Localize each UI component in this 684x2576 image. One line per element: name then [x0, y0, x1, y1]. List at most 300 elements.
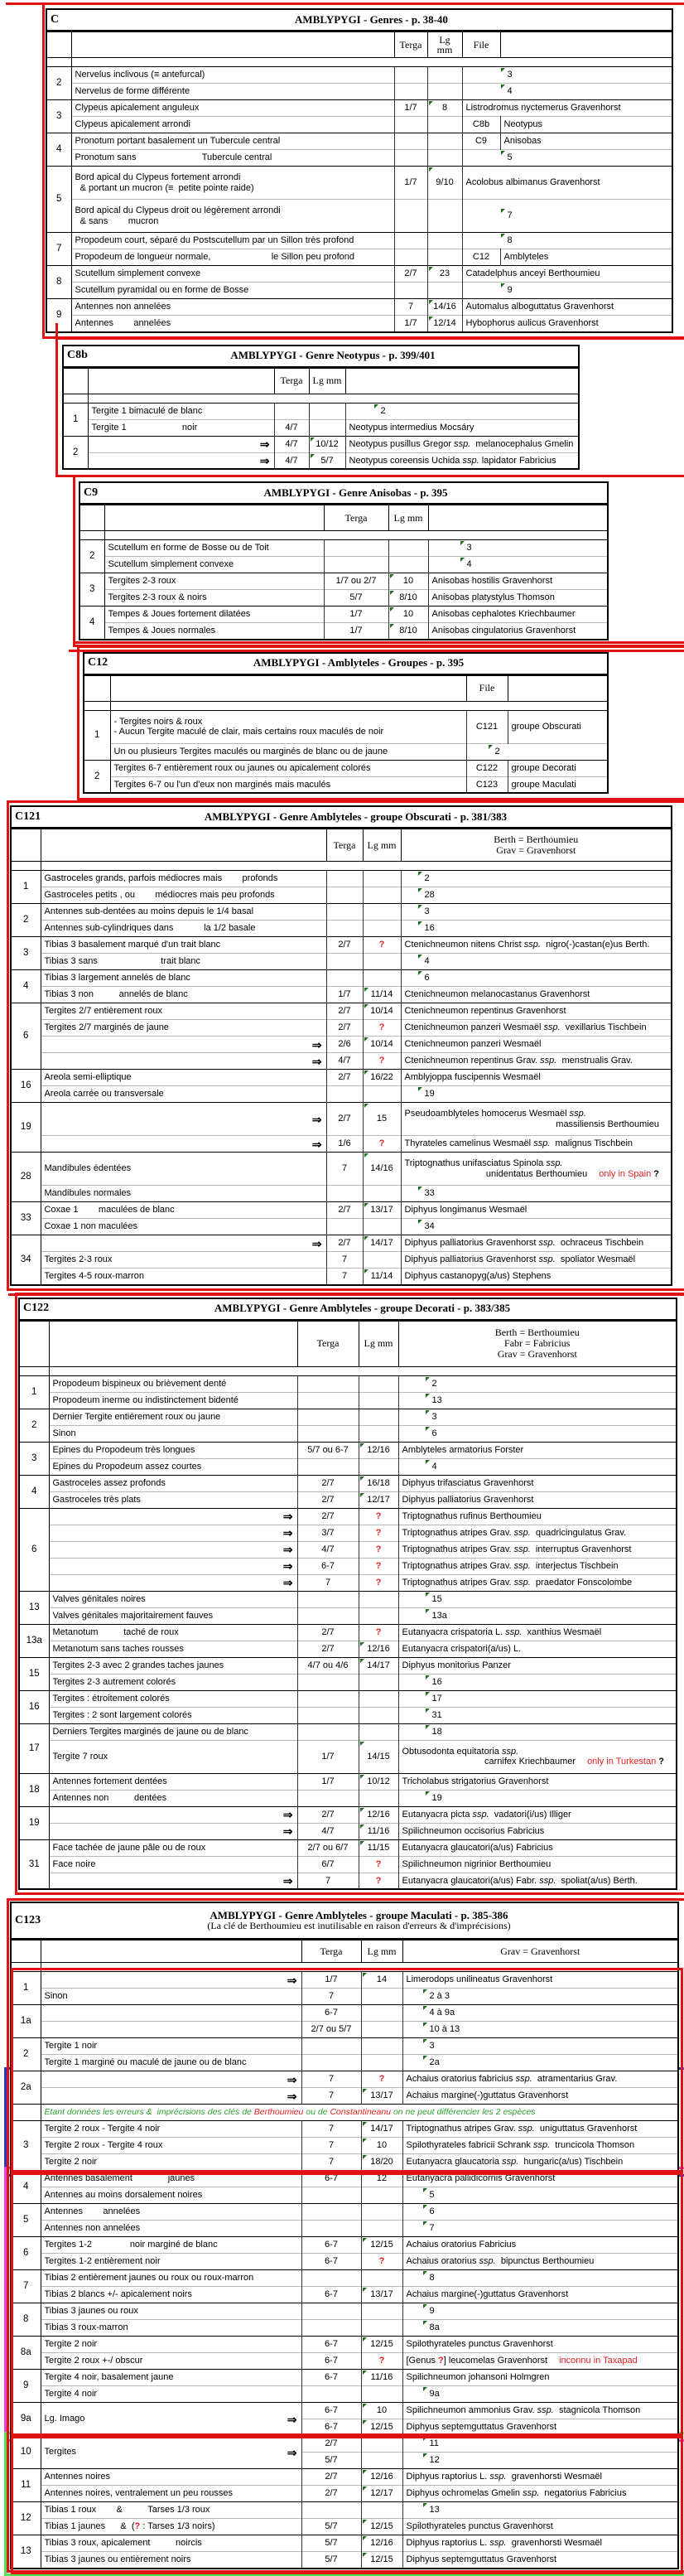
- result-cell: [401, 887, 672, 904]
- criterion-cell: Valves génitales noires: [52, 1593, 146, 1604]
- terga-cell: [394, 117, 427, 133]
- result-cell: [428, 557, 608, 573]
- criterion-cell: Propodeum bispineux ou brièvement denté: [52, 1378, 227, 1389]
- file-ref-cell: C8b: [462, 117, 500, 133]
- result-cell: [508, 710, 608, 743]
- species-name: Eutanyacra crispatori(a/us) L.: [402, 1643, 522, 1654]
- key-line: [46, 266, 672, 283]
- length-cell: 10/14: [363, 1037, 401, 1053]
- legend: Berth = Berthoumieu Fabr = Fabricius Grav = Gravenhorst: [398, 1320, 677, 1366]
- species-name: Acolobus albimanus Gravenhorst: [465, 177, 600, 188]
- length-cell: 13/17: [361, 2088, 402, 2105]
- key-line: [19, 1491, 677, 1508]
- criterion-cell: [41, 1103, 326, 1136]
- goto-ref: 4 à 9a: [430, 2008, 455, 2018]
- key-line: [11, 1053, 672, 1070]
- key-line: [11, 921, 672, 937]
- key-line: [79, 590, 608, 607]
- note-marker-icon: [423, 2271, 427, 2275]
- terga-cell: 2/6: [326, 1037, 363, 1053]
- species-name: Neotypus pusillus Gregor ssp. melanocephalus Gmelin: [349, 438, 574, 449]
- key-line: [79, 540, 608, 557]
- key-line: [11, 2370, 678, 2386]
- criterion-cell: Antennes sub-dentées au moins depuis le 1/4 basal: [44, 906, 254, 917]
- note-marker-icon: [364, 1236, 368, 1240]
- key-line: [11, 2254, 678, 2270]
- result-cell: [401, 1136, 672, 1153]
- result-cell: [401, 1037, 672, 1053]
- criterion-cell: Bord apical du Clypeus fortement arrondi & portant un mucron (≡ petite pointe raide): [75, 172, 254, 193]
- note-marker-icon: [429, 267, 433, 271]
- result-cell: [500, 249, 672, 266]
- key-number: 11: [11, 2469, 41, 2502]
- key-line: [63, 403, 579, 419]
- result-cell: [398, 1392, 677, 1409]
- criterion-cell: Propodeum de longueur normale, le Sillon peu profond: [75, 252, 355, 263]
- criterion-cell: Dernier Tergite entièrement roux ou jaune: [52, 1411, 221, 1422]
- terga-cell: [394, 67, 427, 84]
- criterion-cell: Tergites 2/7 marginés de jaune: [44, 1022, 169, 1033]
- table-subtitle: (La clé de Berthoumieu est inutilisable en raison d'erreurs & d'imprécisions): [207, 1920, 511, 1931]
- species-name: Eutanyacra glaucatori(a/us) Fabr. ssp. spoliat(a/us) Berth.: [402, 1875, 638, 1886]
- terga-cell: [394, 150, 427, 167]
- terga-cell: [301, 2386, 361, 2403]
- key-line: [19, 1624, 677, 1641]
- result-cell: [402, 2138, 678, 2154]
- terga-cell: [297, 1591, 359, 1607]
- terga-cell: [324, 540, 388, 557]
- key-line: [19, 1657, 677, 1674]
- length-cell: 14: [361, 1972, 402, 1989]
- length-cell: [361, 2204, 402, 2221]
- result-cell: [402, 2055, 678, 2071]
- goto-ref: 7: [430, 2223, 435, 2234]
- spacer-row: [11, 862, 672, 871]
- key-line: [19, 1591, 677, 1607]
- result-cell: [462, 84, 672, 100]
- species-name: Automalus alboguttatus Gravenhorst: [465, 302, 614, 312]
- species-name: Spilothyrateles fabricii Schrank ssp. truncicola Thomson: [406, 2140, 635, 2151]
- result-cell: [398, 1574, 677, 1591]
- criterion-cell: [41, 2088, 301, 2105]
- terga-cell: [297, 1723, 359, 1740]
- species-name: Ctenichneumon repentinus Grav. ssp. menstrualis Grav.: [404, 1056, 633, 1066]
- terga-cell: [297, 1409, 359, 1425]
- terga-cell: 5/7: [324, 590, 388, 607]
- terga-cell: 6-7: [301, 2237, 361, 2254]
- length-cell: [361, 1989, 402, 2005]
- species-name: Tricholabus strigatorius Gravenhorst: [402, 1776, 549, 1786]
- arrow-icon: ⇒: [287, 2072, 297, 2086]
- arrow-icon: ⇒: [282, 1824, 293, 1838]
- note-marker-icon: [364, 1153, 368, 1158]
- result-cell: [508, 760, 608, 776]
- key-line: [46, 100, 672, 117]
- terga-cell: 2/7: [326, 1070, 363, 1086]
- terga-cell: 1/7: [297, 1740, 359, 1773]
- key-line: [19, 1856, 677, 1873]
- column-header: Terga: [301, 1940, 361, 1963]
- terga-cell: [297, 1375, 359, 1392]
- goto-ref: 19: [425, 1089, 435, 1100]
- key-number: 1: [11, 1972, 41, 2005]
- result-cell: [462, 316, 672, 332]
- note-marker-icon: [363, 2288, 367, 2292]
- table-header: [84, 653, 608, 675]
- criterion-cell: Scutellum en forme de Bosse ou de Toit: [108, 543, 269, 553]
- table-wrapper-C121: [10, 805, 684, 1286]
- length-cell: 11/16: [359, 1823, 398, 1839]
- note-marker-icon: [363, 2371, 367, 2375]
- result-cell: [402, 2469, 678, 2486]
- table-id: C121: [11, 806, 41, 829]
- key-line: [11, 2005, 678, 2022]
- result-cell: [428, 540, 608, 557]
- spacer-row: [11, 1963, 678, 1972]
- note-marker-icon: [429, 300, 433, 304]
- terga-cell: [326, 1186, 363, 1202]
- result-cell: [398, 1508, 677, 1525]
- criterion-cell: Valves génitales majoritairement fauves: [52, 1610, 214, 1621]
- note-marker-icon: [426, 1692, 430, 1696]
- result-cell: [398, 1823, 677, 1839]
- criterion-cell: Tibias 3 roux, apicalement noircis: [44, 2538, 202, 2549]
- key-line: [11, 2038, 678, 2055]
- species-name: Eutanyacra glaucatoria ssp. hungaric(a/us) Tischbein: [406, 2157, 624, 2168]
- note-marker-icon: [423, 2188, 427, 2192]
- column-header: Terga: [324, 505, 388, 531]
- length-cell: [359, 1375, 398, 1392]
- note-marker-icon: [364, 988, 368, 992]
- column-header-row: [79, 505, 608, 531]
- column-header: File: [466, 674, 508, 701]
- arrow-icon: ⇒: [282, 1509, 293, 1523]
- key-number: 13: [11, 2535, 41, 2569]
- length-cell: ?: [359, 1525, 398, 1541]
- key-line: [11, 2121, 678, 2138]
- result-cell: [462, 283, 672, 299]
- length-cell: [359, 1790, 398, 1806]
- terga-cell: 2/7: [326, 1020, 363, 1037]
- key-line: [46, 316, 672, 332]
- length-cell: 12/15: [361, 2552, 402, 2569]
- length-cell: [427, 133, 462, 150]
- species-name: Triptognathus unifasciatus Spinola ssp.: [404, 1158, 563, 1168]
- length-cell: 23: [427, 266, 462, 283]
- terga-cell: 4/7: [297, 1823, 359, 1839]
- key-line: [79, 573, 608, 590]
- table-C8b: [62, 345, 580, 471]
- note-marker-icon: [423, 2221, 427, 2226]
- criterion-cell: [49, 1525, 297, 1541]
- criterion-cell: [49, 1873, 297, 1889]
- annotation-line-red: [8, 1293, 684, 1296]
- key-number: 2a: [11, 2071, 41, 2105]
- file-ref-cell: C123: [466, 776, 508, 793]
- length-cell: [363, 887, 401, 904]
- length-cell: ?: [361, 2353, 402, 2370]
- length-cell: ?: [363, 937, 401, 954]
- result-cell: [398, 1839, 677, 1856]
- terga-cell: 4/7: [274, 452, 309, 469]
- length-cell: [361, 2270, 402, 2287]
- length-cell: ?: [359, 1856, 398, 1873]
- goto-ref: 28: [425, 890, 435, 901]
- criterion-cell: Tergite 4 noir, basalement jaune: [44, 2372, 174, 2383]
- length-cell: ?: [359, 1624, 398, 1641]
- file-ref-cell: C12: [462, 249, 500, 266]
- criterion-cell: Tergites 2-3 autrement colorés: [52, 1676, 176, 1687]
- result-cell: [401, 1103, 672, 1136]
- table-header: [19, 1298, 677, 1321]
- key-line: [19, 1558, 677, 1574]
- length-cell: ?: [359, 1558, 398, 1574]
- result-cell: [401, 987, 672, 1003]
- key-line: [46, 67, 672, 84]
- terga-cell: 2/7: [394, 266, 427, 283]
- result-cell: [398, 1674, 677, 1690]
- result-cell: [402, 2403, 678, 2419]
- species-name: Amblyjoppa fuscipennis Wesmaël: [404, 1072, 541, 1083]
- note-marker-icon: [423, 2205, 427, 2209]
- table-title: AMBLYPYGI - Genres - p. 38-40: [71, 9, 672, 31]
- criterion-cell: Tergites 1-2 noir marginé de blanc: [44, 2240, 218, 2250]
- legend: Berth = Berthoumieu Grav = Gravenhorst: [401, 829, 672, 862]
- key-number: 3: [11, 937, 41, 970]
- note-marker-icon: [364, 1037, 368, 1042]
- key-number: 9: [11, 2370, 41, 2403]
- result-cell: [398, 1491, 677, 1508]
- goto-ref: 2: [381, 406, 386, 417]
- length-cell: [359, 1425, 398, 1442]
- terga-cell: 2/7 ou 5/7: [301, 2022, 361, 2038]
- terga-cell: 2/7: [326, 1235, 363, 1252]
- criterion-cell: Tibias 1 jaunes & (? : Tarses 1/3 noirs): [44, 2521, 215, 2532]
- species-name-line2: massiliensis Berthoumieu: [556, 1119, 659, 1129]
- key-line: [11, 1037, 672, 1053]
- key-line: [46, 133, 672, 150]
- key-number: 19: [11, 1103, 41, 1153]
- terga-cell: 7: [301, 2138, 361, 2154]
- result-cell: [402, 2187, 678, 2204]
- result-cell: [462, 299, 672, 316]
- species-name: Ctenichneumon panzeri Wesmaël: [404, 1039, 542, 1050]
- result-cell: [402, 2038, 678, 2055]
- terga-cell: 7: [301, 2154, 361, 2171]
- note-marker-icon: [390, 624, 394, 628]
- note-marker-icon: [363, 2155, 367, 2159]
- note-marker-icon: [423, 2006, 427, 2010]
- goto-ref: 31: [432, 1710, 442, 1721]
- goto-ref: 3: [425, 906, 430, 917]
- length-cell: 18/20: [361, 2154, 402, 2171]
- terga-cell: 1/7: [326, 987, 363, 1003]
- criterion-cell: Tergites ⇒: [44, 2445, 297, 2459]
- note-marker-icon: [418, 1087, 422, 1091]
- note-marker-icon: [390, 591, 394, 595]
- key-line: [11, 954, 672, 970]
- criterion-cell: [41, 1972, 301, 1989]
- criterion-cell: Antennes basalement jaunes: [44, 2173, 195, 2184]
- goto-ref: 3: [508, 70, 513, 80]
- key-line: [11, 1269, 672, 1285]
- species-name: Anisobas platystylus Thomson: [431, 592, 555, 603]
- criterion-cell: Antennes sub-cylindriques dans la 1/2 basale: [44, 923, 256, 934]
- key-line: [11, 2055, 678, 2071]
- length-cell: 11/15: [359, 1839, 398, 1856]
- goto-ref: 9: [430, 2306, 435, 2317]
- criterion-cell: Tergite 2 noir: [44, 2339, 98, 2350]
- criterion-cell: Tergite 1 noir: [44, 2041, 98, 2052]
- criterion-cell: - Tergites noirs & roux - Aucun Tergite maculé de clair, mais certains roux maculés de noir: [113, 716, 384, 737]
- terga-cell: [324, 557, 388, 573]
- note-marker-icon: [363, 2520, 367, 2524]
- length-cell: 14/16: [363, 1153, 401, 1186]
- key-number: 8: [46, 266, 71, 299]
- table-wrapper-C8b: [62, 345, 684, 471]
- result-cell: [401, 954, 672, 970]
- terga-cell: [326, 871, 363, 887]
- table-title: AMBLYPYGI - Genre Amblyteles - groupe Decorati - p. 383/385: [49, 1298, 677, 1321]
- arrow-icon: ⇒: [311, 1054, 322, 1068]
- note-marker-icon: [423, 2056, 427, 2060]
- criterion-cell: Propodeum inerme ou indistinctement bidenté: [52, 1394, 238, 1405]
- column-header-row: [46, 31, 672, 58]
- key-line: [11, 2502, 678, 2519]
- terga-cell: [301, 2502, 361, 2519]
- key-line: [19, 1773, 677, 1790]
- criterion-cell: Tibias 1 roux & Tarses 1/3 roux: [44, 2505, 210, 2516]
- key-line: [11, 2221, 678, 2237]
- criterion-cell: Propodeum court, séparé du Postscutellum par un Sillon très profond: [75, 235, 354, 246]
- terga-cell: [326, 1219, 363, 1235]
- terga-cell: 4/7: [326, 1053, 363, 1070]
- key-line: [79, 607, 608, 623]
- key-line: [84, 710, 608, 743]
- goto-ref: 9a: [430, 2389, 440, 2400]
- criterion-cell: [49, 1823, 297, 1839]
- length-cell: [359, 1409, 398, 1425]
- note-marker-icon: [418, 872, 422, 876]
- length-cell: 10/12: [309, 436, 345, 452]
- key-line: [11, 1003, 672, 1020]
- table-id: C12: [84, 653, 110, 675]
- terga-cell: 6-7: [301, 2171, 361, 2187]
- key-line: [46, 117, 672, 133]
- result-cell: [401, 1053, 672, 1070]
- result-cell: [402, 2370, 678, 2386]
- goto-ref: 3: [467, 543, 472, 553]
- terga-cell: 7: [301, 2071, 361, 2088]
- key-line: [19, 1823, 677, 1839]
- key-line: [11, 2022, 678, 2038]
- result-cell: [398, 1442, 677, 1458]
- terga-cell: 2/7: [297, 1475, 359, 1491]
- length-cell: 10: [361, 2138, 402, 2154]
- length-cell: 14/17: [363, 1235, 401, 1252]
- terga-cell: [301, 2038, 361, 2055]
- result-cell: [402, 2419, 678, 2436]
- key-number: 18: [19, 1773, 49, 1806]
- criterion-cell: Tibias 3 basalement marqué d'un trait blanc: [44, 940, 221, 950]
- length-cell: [309, 403, 345, 419]
- length-cell: [361, 2038, 402, 2055]
- key-line: [11, 1086, 672, 1103]
- goto-ref: 34: [425, 1221, 435, 1232]
- criterion-cell: Antennes annelées: [44, 2206, 141, 2217]
- key-line: [19, 1690, 677, 1707]
- length-cell: [363, 1219, 401, 1235]
- result-cell: [398, 1409, 677, 1425]
- note-marker-icon: [364, 1004, 368, 1008]
- length-cell: [388, 540, 428, 557]
- key-number: 4: [11, 970, 41, 1003]
- key-number: 3: [46, 100, 71, 133]
- criterion-cell: Tergite 2 roux +-/ obscur: [44, 2356, 143, 2366]
- goto-ref: 11: [430, 2438, 439, 2449]
- note-marker-icon: [501, 234, 505, 238]
- criterion-cell: Coxae 1 maculées de blanc: [44, 1205, 175, 1216]
- result-cell: [402, 2486, 678, 2502]
- length-cell: 16/18: [359, 1475, 398, 1491]
- result-cell: [398, 1591, 677, 1607]
- file-ref-cell: C121: [466, 710, 508, 743]
- key-line: [19, 1442, 677, 1458]
- note-marker-icon: [423, 2453, 427, 2458]
- key-line: [11, 1103, 672, 1136]
- length-cell: [359, 1392, 398, 1409]
- terga-cell: 4/7: [274, 419, 309, 436]
- goto-ref: 16: [432, 1677, 442, 1688]
- length-cell: 8: [427, 100, 462, 117]
- file-ref-cell: C122: [466, 760, 508, 776]
- length-cell: 11/14: [363, 1269, 401, 1285]
- terga-cell: 3/7: [297, 1525, 359, 1541]
- arrow-icon: ⇒: [287, 2089, 297, 2103]
- species-name: Diphyus palliatorius Gravenhorst ssp. ochraceus Tischbein: [404, 1238, 644, 1249]
- species-name: Diphyus palliatorius Gravenhorst ssp. spoliator Wesmaël: [404, 1254, 636, 1265]
- key-line: [63, 452, 579, 469]
- note-marker-icon: [360, 1659, 364, 1663]
- species-name: Pseudoamblyteles homocerus Wesmaël ssp.: [404, 1109, 586, 1119]
- goto-ref: 4: [467, 559, 472, 570]
- length-cell: 12/15: [361, 2337, 402, 2353]
- key-line: [19, 1508, 677, 1525]
- key-line: [19, 1740, 677, 1773]
- key-line: [11, 2436, 678, 2453]
- note-marker-icon: [390, 607, 394, 611]
- result-cell: [402, 2337, 678, 2353]
- result-cell: [398, 1475, 677, 1491]
- note-marker-icon: [460, 558, 465, 562]
- length-cell: [361, 2303, 402, 2320]
- terga-cell: [297, 1392, 359, 1409]
- length-cell: [361, 2022, 402, 2038]
- result-cell: [402, 2303, 678, 2320]
- species-name: Obtusodonta equitatoria ssp.: [402, 1746, 519, 1757]
- species-name: Spilichneumon nigrinior Berthoumieu: [402, 1858, 552, 1869]
- table-wrapper-C12: [83, 652, 684, 795]
- goto-ref: 2a: [430, 2057, 440, 2068]
- species-name: Neotypus coreensis Uchida ssp. lapidator Fabricius: [349, 455, 556, 466]
- note-marker-icon: [360, 1775, 364, 1779]
- result-cell: [402, 2154, 678, 2171]
- length-cell: 10: [361, 2403, 402, 2419]
- result-cell: [428, 573, 608, 590]
- result-cell: [402, 1989, 678, 2005]
- terga-cell: [297, 1790, 359, 1806]
- note-marker-icon: [423, 2039, 427, 2043]
